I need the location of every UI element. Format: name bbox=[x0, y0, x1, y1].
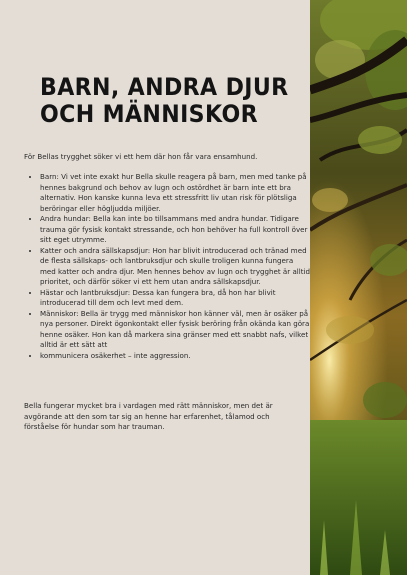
bullet-other-dogs: • Andra hundar: Bella kan inte bo tillsammans med andra hundar. Tidigare trauma gör fysisk kontakt stressande, och hon behöver ha full kontroll över sitt eget utrymme. bbox=[40, 214, 310, 246]
bullet-list bbox=[24, 172, 310, 361]
bullet-cats-and-pets: • Katter och andra sällskapsdjur: Hon har blivit introducerad och tränad med de flesta sällskaps- och lantbruksdjur och skulle troligen kunna fungera med katter och andra djur. Men hennes behov av lugn och trygghet är alltid prioritet, och därför söker vi ett hem utan andra sällskapsdjur. bbox=[40, 246, 310, 288]
closing-paragraph: Bella fungerar mycket bra i vardagen med rätt människor, men det är avgörande att den som tar sig an henne har erfarenhet, tålamod och förståelse för hundar som har trauman. bbox=[24, 401, 273, 431]
page-title bbox=[40, 73, 289, 128]
bullet-horses-and-farm-animals: • Hästar och lantbruksdjur: Dessa kan fungera bra, då hon har blivit introducerad till dem och levt med dem. bbox=[40, 288, 310, 309]
tree-photo bbox=[310, 0, 407, 575]
bullet-children: • Barn: Vi vet inte exakt hur Bella skulle reagera på barn, men med tanke på hennes bakgrund och behov av lugn och ostördhet är barn inte ett bra alternativ. Hon kanske kunna leva ett stressfritt liv utan risk för plötsliga beröringar eller högljudda miljöer. bbox=[40, 172, 310, 214]
intro-paragraph: För Bellas trygghet söker vi ett hem där hon får vara ensamhund. bbox=[24, 152, 258, 161]
tree-photo-illustration bbox=[310, 0, 407, 575]
bullet-communicate: • kommunicera osäkerhet – inte aggression. bbox=[40, 351, 310, 362]
page-title-line-2: OCH MÄNNISKOR bbox=[40, 100, 258, 128]
bullet-people: • Människor: Bella är trygg med människor hon känner väl, men är osäker på nya personer. Direkt ögonkontakt eller fysisk beröring från okända kan göra henne osäker. Hon kan då markera sina gränser med ett snabbt nafs, vilket alltid är ett sätt att bbox=[40, 309, 310, 351]
page-title-line-1: BARN, ANDRA DJUR bbox=[40, 73, 289, 101]
